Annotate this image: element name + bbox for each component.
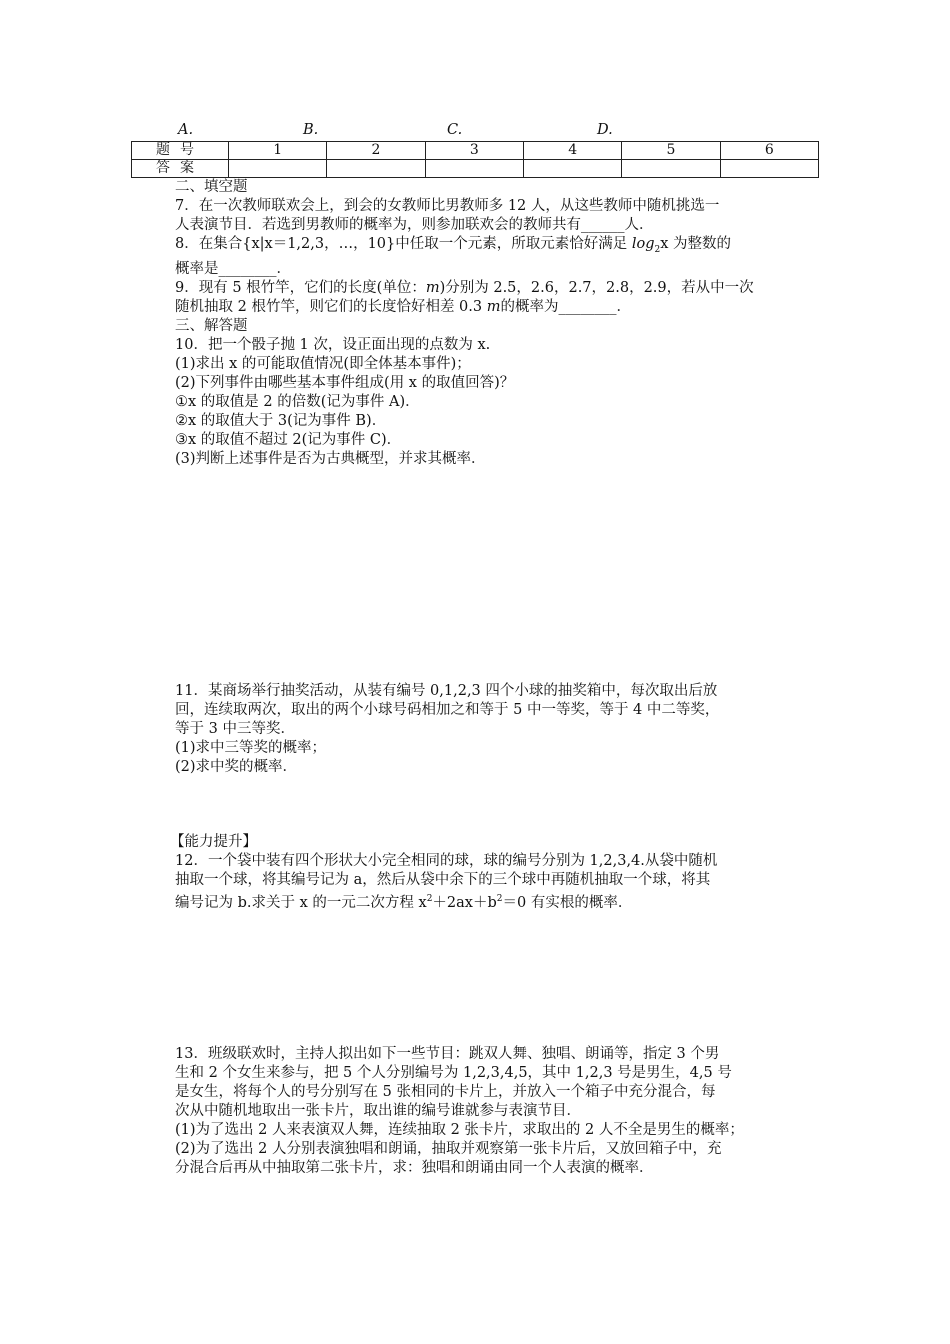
- question-10-line-4: ①x 的取值是 2 的倍数(记为事件 A)．: [175, 393, 420, 410]
- question-11-line-2: 回，连续取两次，取出的两个小球号码相加之和等于 5 中一等奖，等于 4 中二等奖，: [175, 702, 720, 718]
- ability-section: [170, 833, 820, 852]
- q8-text-a: 8．在集合{x|x＝1,2,3，…，10}中任取一个元素，所取元素恰好满足: [175, 236, 632, 252]
- q9-text-a: 9．现有 5 根竹竿，它们的长度(单位：: [175, 279, 426, 296]
- q12-text-b: ＋2ax＋b: [432, 894, 497, 911]
- q9-text-d: 的概率为________．: [500, 298, 631, 315]
- q8-text-b: x 为整数的: [660, 236, 732, 252]
- section-heading-fill-in: 二、填空题: [175, 179, 248, 195]
- answer-table-number-row: [132, 142, 819, 160]
- question-13-line-6: (2)为了选出 2 人分别表演独唱和朗诵，抽取并观察第一张卡片后，又放回箱子中，充: [175, 1141, 722, 1157]
- option-c: C.: [447, 122, 463, 138]
- q12-sup-1: 2: [426, 894, 433, 904]
- answer-table: [131, 141, 819, 178]
- question-11: [175, 682, 825, 777]
- column-1: 1: [229, 142, 327, 160]
- answer-cell-4[interactable]: [523, 160, 621, 178]
- q12-sup-2: 2: [496, 894, 503, 904]
- question-11-line-4: (1)求中三等奖的概率；: [175, 740, 327, 756]
- question-12-line-2: 抽取一个球，将其编号记为 a，然后从袋中余下的三个球中再随机抽取一个球，将其: [175, 872, 711, 888]
- question-10-line-7: (3)判断上述事件是否为古典概型，并求其概率．: [175, 450, 486, 467]
- question-7-line-1: 7．在一次教师联欢会上，到会的女教师比男教师多 12 人，从这些教师中随机挑选一: [175, 198, 720, 214]
- question-10-line-3: (2)下列事件由哪些基本事件组成(用 x 的取值回答)？: [175, 374, 515, 391]
- question-10-line-6: ③x 的取值不超过 2(记为事件 C)．: [175, 431, 402, 448]
- question-8-line-1: [175, 235, 825, 260]
- answer-cell-5[interactable]: [622, 160, 720, 178]
- q9-text-c: 随机抽取 2 根竹竿，则它们的长度恰好相差 0.3: [175, 298, 487, 315]
- section-heading-answer: 三、解答题: [175, 317, 248, 334]
- question-9-line-1: [175, 279, 825, 298]
- question-10-line-2: (1)求出 x 的可能取值情况(即全体基本事件)；: [175, 355, 471, 372]
- column-3: 3: [425, 142, 523, 160]
- answer-table-answer-row: [132, 160, 819, 178]
- question-9-line-2: [175, 298, 825, 317]
- answer-cell-2[interactable]: [327, 160, 425, 178]
- answer-cell-1[interactable]: [229, 160, 327, 178]
- column-2: 2: [327, 142, 425, 160]
- fill-in-section: [175, 178, 825, 469]
- question-11-line-5: (2)求中奖的概率．: [175, 759, 298, 775]
- q8-log: log: [631, 236, 655, 252]
- question-8-line-2: 概率是________．: [175, 260, 291, 277]
- option-d: D.: [597, 122, 613, 138]
- q12-text-a: 编号记为 b.求关于 x 的一元二次方程 x: [175, 894, 427, 911]
- question-13-line-1: 13．班级联欢时，主持人拟出如下一些节目：跳双人舞、独唱、朗诵等，指定 3 个男: [175, 1046, 720, 1062]
- q8-log-base: 2: [654, 244, 661, 255]
- question-10-line-5: ②x 的取值大于 3(记为事件 B)．: [175, 412, 387, 429]
- question-7-line-2: 人表演节目．若选到男教师的概率为，则参加联欢会的教师共有______人．: [175, 217, 654, 233]
- question-13-line-4: 次从中随机地取出一张卡片，取出谁的编号谁就参与表演节目．: [175, 1103, 581, 1119]
- question-13-line-5: (1)为了选出 2 人来表演双人舞，连续抽取 2 张卡片，求取出的 2 人不全是男生的概率；: [175, 1122, 744, 1138]
- q9-text-b: )分别为 2.5，2.6，2.7，2.8，2.9，若从中一次: [439, 279, 754, 296]
- answer-row-label: 答案: [132, 160, 229, 178]
- question-12-line-1: 12．一个袋中装有四个形状大小完全相同的球，球的编号分别为 1,2,3,4.从袋中随机: [175, 853, 718, 869]
- column-5: 5: [622, 142, 720, 160]
- question-13-line-2: 生和 2 个女生来参与，把 5 个人分别编号为 1,2,3,4,5，其中 1,2,3 号是男生，4,5 号: [175, 1065, 732, 1081]
- question-12: [175, 852, 825, 913]
- answer-cell-6[interactable]: [720, 160, 818, 178]
- answer-cell-3[interactable]: [425, 160, 523, 178]
- question-11-line-3: 等于 3 中三等奖．: [175, 721, 295, 737]
- q9-unit-2: m: [486, 298, 501, 315]
- column-4: 4: [523, 142, 621, 160]
- q9-unit: m: [425, 279, 440, 296]
- question-12-line-3: [175, 890, 825, 913]
- ability-heading: 【能力提升】: [170, 834, 257, 850]
- question-13-line-7: 分混合后再从中抽取第二张卡片，求：独唱和朗诵由同一个人表演的概率．: [175, 1160, 654, 1176]
- question-13: [175, 1045, 825, 1178]
- question-10-line-1: 10．把一个骰子抛 1 次，设正面出现的点数为 x.: [175, 336, 491, 353]
- question-11-line-1: 11．某商场举行抽奖活动，从装有编号 0,1,2,3 四个小球的抽奖箱中，每次取出后放: [175, 683, 718, 699]
- question-13-line-3: 是女生，将每个人的号分别写在 5 张相同的卡片上，并放入一个箱子中充分混合，每: [175, 1084, 716, 1100]
- choice-options-row: [0, 122, 950, 142]
- q12-text-c: ＝0 有实根的概率．: [502, 894, 633, 911]
- option-b: B.: [303, 122, 319, 138]
- column-6: 6: [720, 142, 818, 160]
- number-row-label: 题号: [132, 142, 229, 160]
- option-a: A.: [178, 122, 194, 138]
